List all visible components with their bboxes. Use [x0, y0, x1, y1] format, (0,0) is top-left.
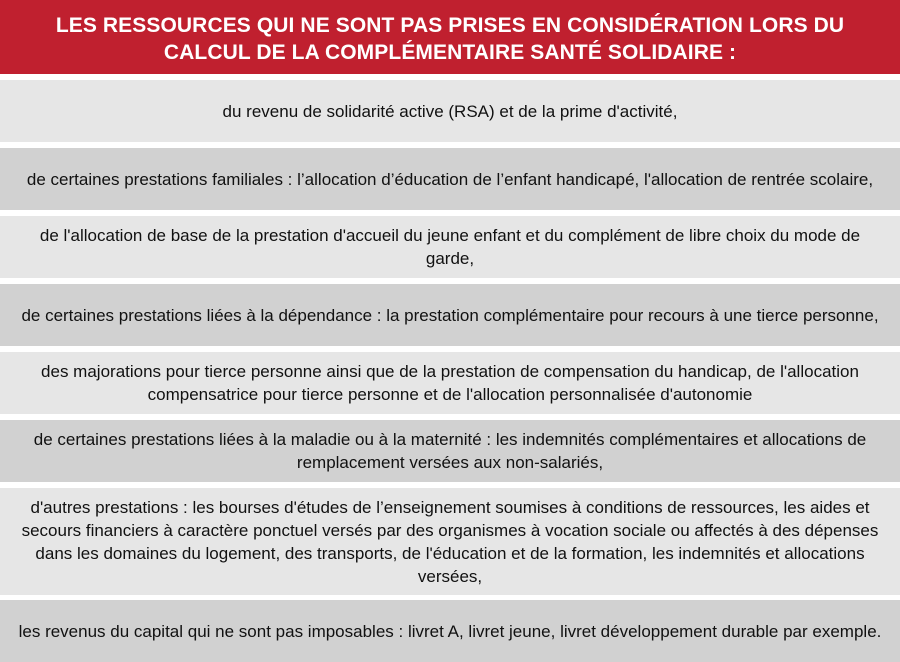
- table-row: [0, 420, 900, 482]
- row-text-rsa: du revenu de solidarité active (RSA) et de la prime d'activité,: [222, 101, 678, 121]
- table-row: [0, 488, 900, 595]
- row-text-prestations-familiales: de certaines prestations familiales : l’allocation d’éducation de l’enfant handicapé, l'allocation de rentrée scolaire,: [26, 169, 874, 189]
- row-text-maladie-maternite: de certaines prestations liées à la maladie ou à la maternité : les indemnités complémentaires et allocations de remplacement versées aux non-salariés,: [33, 430, 867, 472]
- table-title: LES RESSOURCES QUI NE SONT PAS PRISES EN CONSIDÉRATION LORS DU CALCUL DE LA COMPLÉMENTAIRE SANTÉ SOLIDAIRE :: [55, 14, 845, 64]
- table-header: [0, 0, 900, 74]
- row-text-revenus-capital: les revenus du capital qui ne sont pas imposables : livret A, livret jeune, livret développement durable par exemple.: [18, 621, 882, 641]
- table-row: [0, 216, 900, 278]
- row-text-majorations: des majorations pour tierce personne ainsi que de la prestation de compensation du handicap, de l'allocation compensatrice pour tierce personne et de l'allocation personnalisée d'autonomie: [41, 362, 859, 404]
- row-text-dependance: de certaines prestations liées à la dépendance : la prestation complémentaire pour recours à une tierce personne,: [21, 305, 879, 325]
- table-row: [0, 80, 900, 142]
- table-row: [0, 352, 900, 414]
- table-row: [0, 284, 900, 346]
- row-text-autres-prestations: d'autres prestations : les bourses d'études de l’enseignement soumises à conditions de ressources, les aides et secours financiers à caractère ponctuel versés par des organismes à vocation sociale ou affectés à des dépenses dans les domaines du logement, des transports, de l'éducation et de la formation, les indemnités et allocations versées,: [21, 497, 879, 586]
- table-row: [0, 600, 900, 662]
- table-row: [0, 148, 900, 210]
- row-text-allocation-de-base: de l'allocation de base de la prestation d'accueil du jeune enfant et du complément de libre choix du mode de garde,: [39, 226, 861, 268]
